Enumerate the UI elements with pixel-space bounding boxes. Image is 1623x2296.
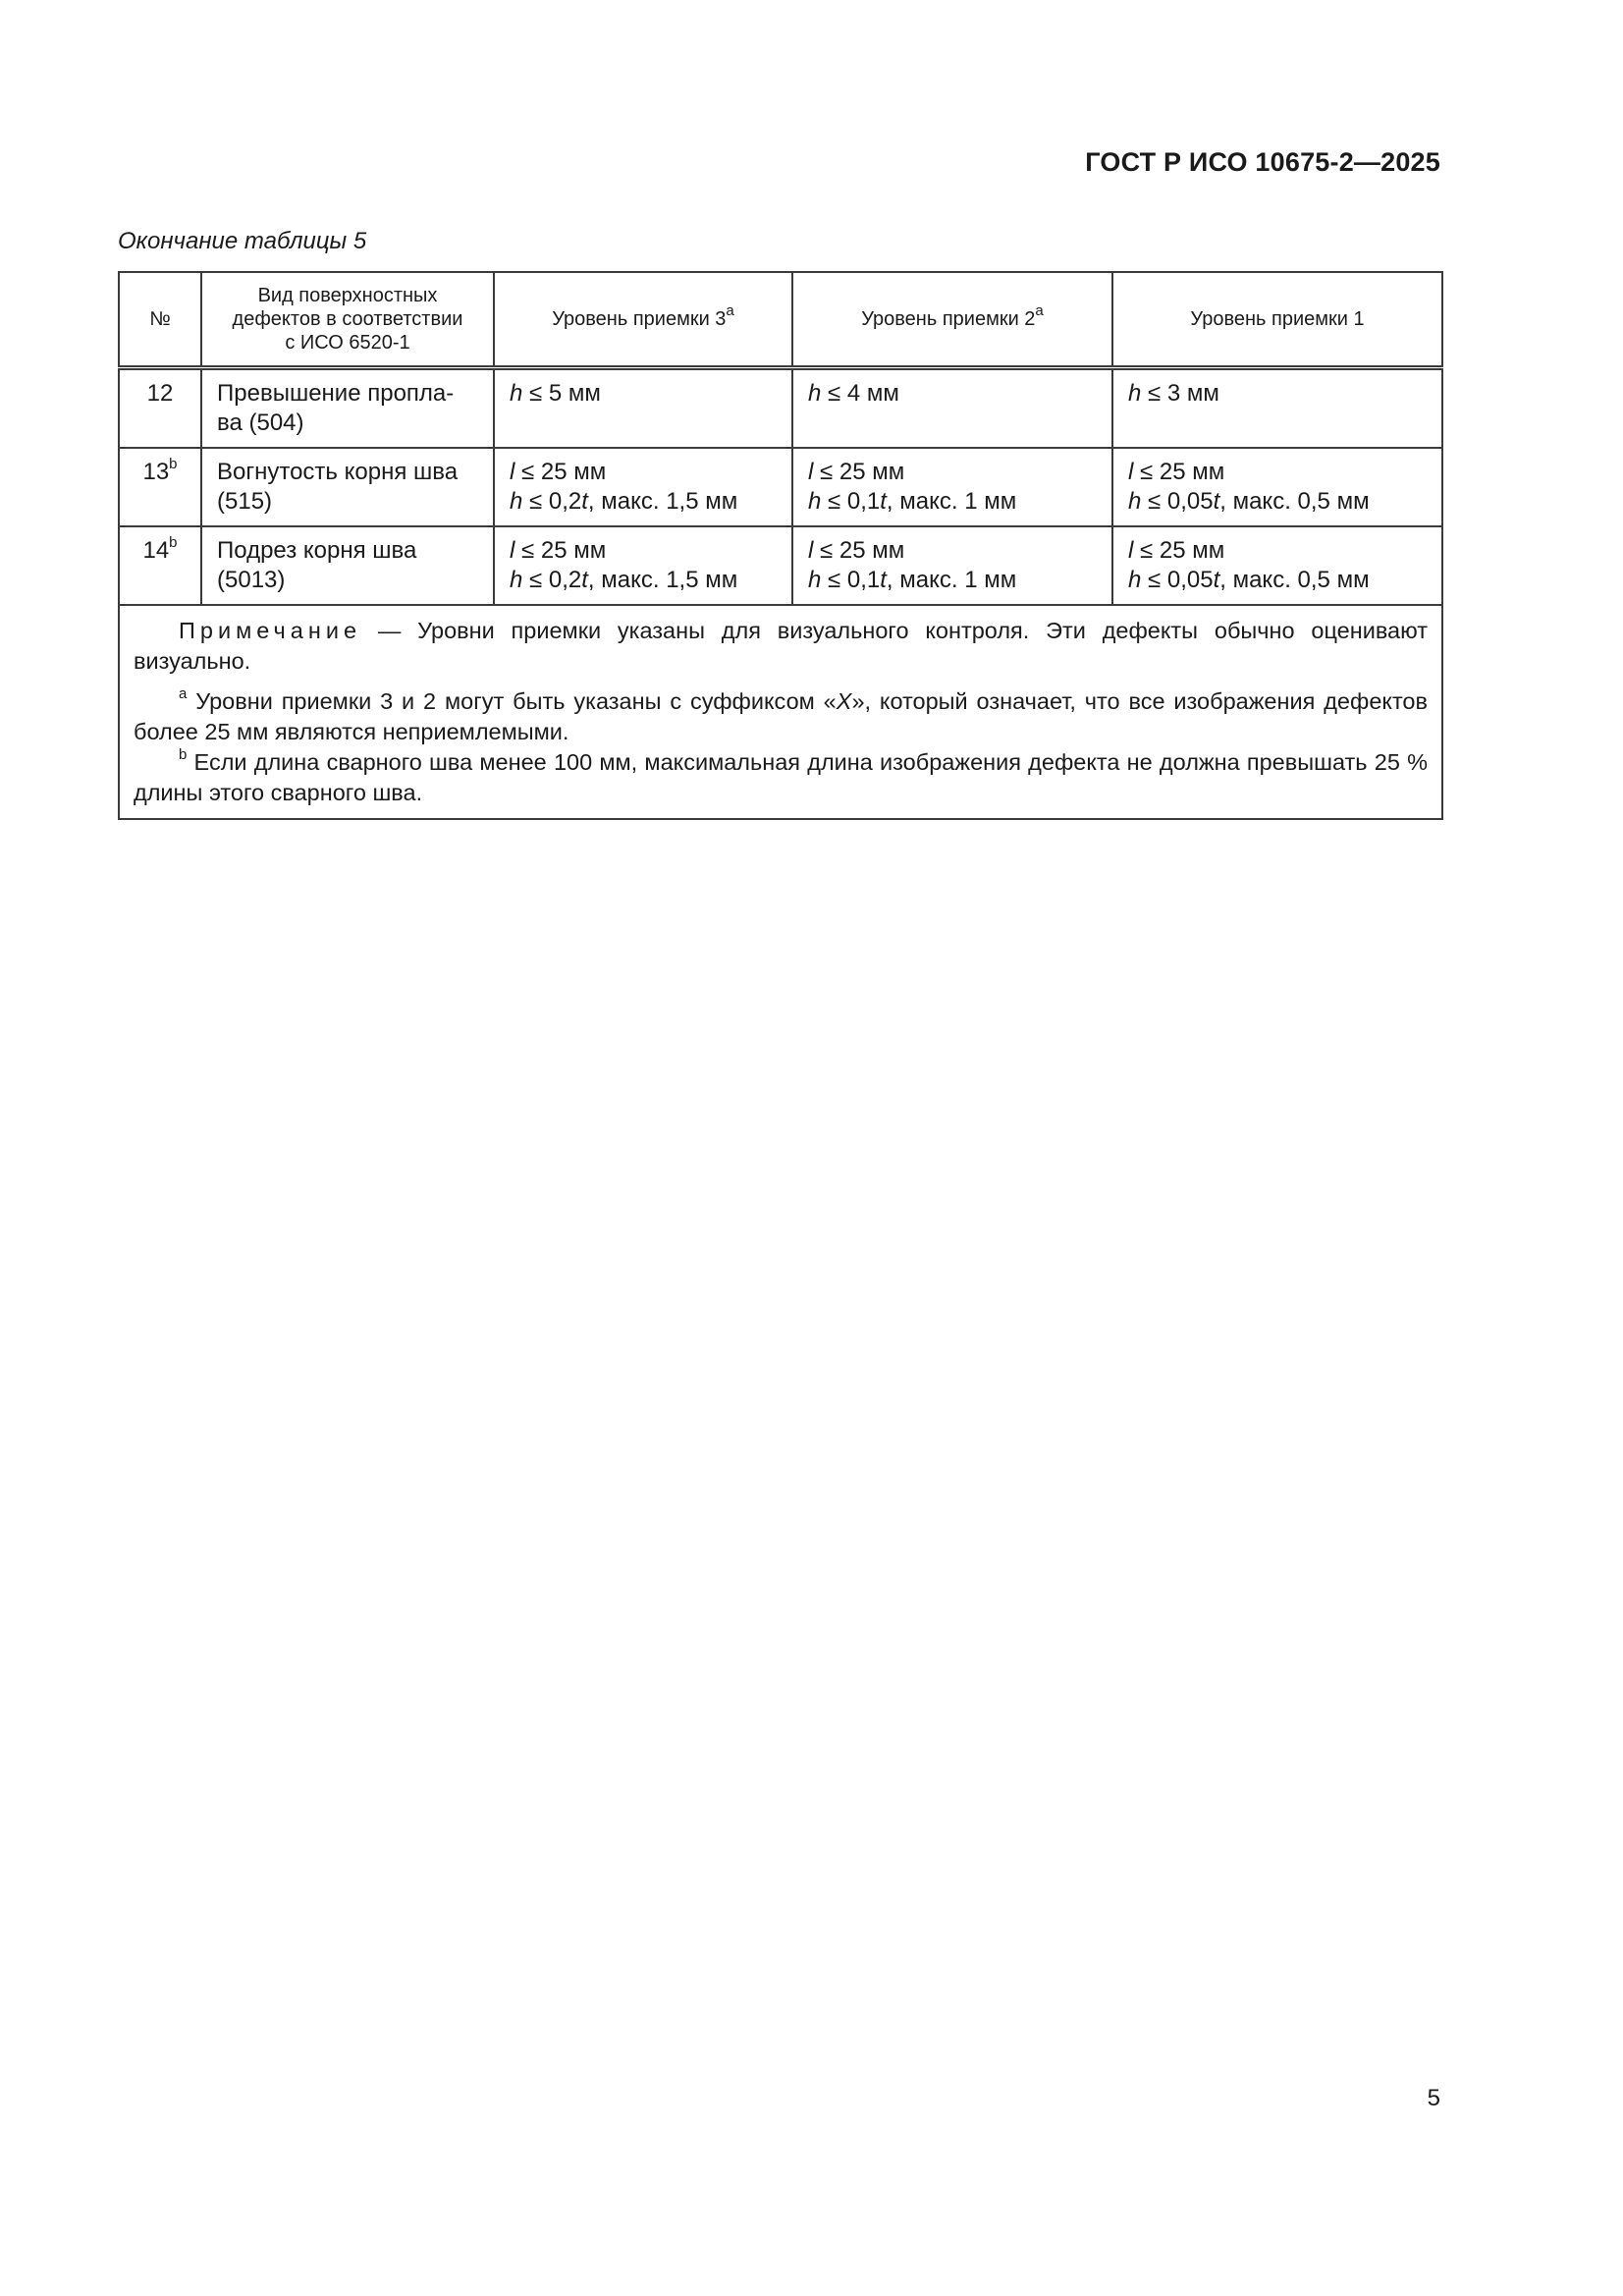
row-number: 12 <box>146 380 174 407</box>
footnote-ref-a: a <box>726 302 734 320</box>
row-number: 14 <box>142 537 170 564</box>
column-header-defect-line: с ИСО 6520-1 <box>285 332 410 354</box>
criterion-value: ≤ 25 мм <box>1133 459 1225 485</box>
table-caption: Окончание таблицы 5 <box>118 228 367 254</box>
table-header-row <box>119 272 1442 368</box>
level-1-cell <box>1112 526 1442 605</box>
variable-h: h <box>808 567 822 593</box>
defect-type-line: Превышение пропла- <box>217 380 455 407</box>
criterion-line <box>510 536 777 566</box>
variable-t: t <box>1213 567 1220 593</box>
criterion-line <box>1128 566 1427 595</box>
defect-type-cell <box>201 368 494 449</box>
criterion-line <box>808 458 1097 487</box>
defects-table <box>118 271 1441 820</box>
variable-h: h <box>808 380 822 407</box>
criterion-value: ≤ 0,2 <box>522 488 582 515</box>
variable-t: t <box>880 567 887 593</box>
footnote-ref-a: a <box>1035 302 1044 320</box>
defect-type-cell <box>201 526 494 605</box>
column-header-level-2-text: Уровень приемки 2 <box>861 308 1036 330</box>
criterion-line <box>510 458 777 487</box>
footnote-a-suffix: X <box>836 688 852 714</box>
table-notes-cell <box>119 605 1442 819</box>
column-header-level-1 <box>1112 272 1442 368</box>
variable-h: h <box>1128 488 1142 515</box>
table-note <box>134 616 1428 677</box>
row-number-footnote: b <box>169 534 178 551</box>
defect-type-line: (5013) <box>217 567 286 593</box>
column-header-number-text: № <box>149 308 171 330</box>
criterion-line <box>808 536 1097 566</box>
criterion-value: ≤ 0,1 <box>821 488 881 515</box>
defect-type-line: ва (504) <box>217 410 304 436</box>
criterion-line <box>510 487 777 517</box>
criterion-value: ≤ 3 мм <box>1141 380 1219 407</box>
level-1-cell <box>1112 368 1442 449</box>
footnote-a-text-start: Уровни приемки 3 и 2 могут быть указаны с суффиксом « <box>187 688 837 714</box>
note-label: Примечание <box>179 618 362 643</box>
variable-h: h <box>808 488 822 515</box>
column-header-level-3 <box>494 272 792 368</box>
level-3-cell <box>494 526 792 605</box>
criterion-value: ≤ 0,05 <box>1141 567 1214 593</box>
criterion-value: ≤ 0,2 <box>522 567 582 593</box>
footnote-b <box>134 747 1428 808</box>
level-2-cell <box>792 526 1112 605</box>
row-number-footnote: b <box>169 456 178 472</box>
criterion-value: ≤ 25 мм <box>813 537 905 564</box>
defect-type-cell <box>201 448 494 526</box>
variable-l: l <box>1128 537 1134 564</box>
column-header-defect-line: Вид поверхностных <box>257 285 438 306</box>
row-number-cell <box>119 368 201 449</box>
footnote-b-mark: b <box>179 746 188 764</box>
note-text: — Уровни приемки указаны для визуального контроля. Эти дефекты обычно оценивают визуально. <box>134 618 1428 674</box>
column-header-level-2 <box>792 272 1112 368</box>
criterion-value: ≤ 4 мм <box>821 380 899 407</box>
criterion-max: , макс. 1,5 мм <box>587 567 738 593</box>
variable-l: l <box>510 537 515 564</box>
variable-l: l <box>1128 459 1134 485</box>
variable-h: h <box>510 488 523 515</box>
variable-h: h <box>510 380 523 407</box>
variable-t: t <box>880 488 887 515</box>
column-header-defect-type <box>201 272 494 368</box>
level-1-cell <box>1112 448 1442 526</box>
criterion-value: ≤ 25 мм <box>813 459 905 485</box>
criterion-line <box>510 379 777 409</box>
variable-l: l <box>808 459 814 485</box>
criterion-line <box>1128 536 1427 566</box>
criterion-max: , макс. 1 мм <box>886 488 1017 515</box>
footnote-a-mark: a <box>179 685 188 703</box>
criterion-line <box>808 487 1097 517</box>
footnote-a-text-end: », который означает, что все изображения дефектов более 25 мм являются неприемлемыми. <box>134 688 1428 744</box>
table-row <box>119 448 1442 526</box>
variable-h: h <box>1128 567 1142 593</box>
criterion-value: ≤ 0,05 <box>1141 488 1214 515</box>
criterion-line <box>808 379 1097 409</box>
variable-l: l <box>808 537 814 564</box>
level-2-cell <box>792 448 1112 526</box>
criterion-line <box>1128 379 1427 409</box>
defect-type-line: Вогнутость корня шва <box>217 459 459 485</box>
criterion-line <box>1128 487 1427 517</box>
criterion-value: ≤ 25 мм <box>514 459 607 485</box>
defect-type-line: (515) <box>217 488 273 515</box>
defect-type-line: Подрез корня шва <box>217 537 417 564</box>
criterion-value: ≤ 25 мм <box>1133 537 1225 564</box>
page-number: 5 <box>1427 2085 1440 2111</box>
criterion-value: ≤ 25 мм <box>514 537 607 564</box>
table-row <box>119 526 1442 605</box>
variable-t: t <box>581 567 588 593</box>
level-2-cell <box>792 368 1112 449</box>
variable-t: t <box>1213 488 1220 515</box>
variable-t: t <box>581 488 588 515</box>
criterion-line <box>808 566 1097 595</box>
level-3-cell <box>494 368 792 449</box>
column-header-level-3-text: Уровень приемки 3 <box>552 308 727 330</box>
criterion-max: , макс. 0,5 мм <box>1219 567 1370 593</box>
footnote-b-text: Если длина сварного шва менее 100 мм, максимальная длина изображения дефекта не должна превышать 25 % длины этого сварного шва. <box>134 749 1428 805</box>
criterion-max: , макс. 1,5 мм <box>587 488 738 515</box>
row-number-cell <box>119 448 201 526</box>
criterion-value: ≤ 0,1 <box>821 567 881 593</box>
level-3-cell <box>494 448 792 526</box>
row-number-cell <box>119 526 201 605</box>
table-notes-row <box>119 605 1442 819</box>
column-header-level-1-text: Уровень приемки 1 <box>1190 308 1365 330</box>
row-number: 13 <box>142 459 170 485</box>
variable-l: l <box>510 459 515 485</box>
criterion-max: , макс. 0,5 мм <box>1219 488 1370 515</box>
criterion-max: , макс. 1 мм <box>886 567 1017 593</box>
variable-h: h <box>510 567 523 593</box>
criterion-value: ≤ 5 мм <box>522 380 601 407</box>
variable-h: h <box>1128 380 1142 407</box>
document-code: ГОСТ Р ИСО 10675-2—2025 <box>1085 147 1440 177</box>
criterion-line <box>1128 458 1427 487</box>
footnote-a <box>134 686 1428 747</box>
criterion-line <box>510 566 777 595</box>
column-header-defect-line: дефектов в соответствии <box>232 308 463 330</box>
column-header-number <box>119 272 201 368</box>
table-row <box>119 368 1442 449</box>
